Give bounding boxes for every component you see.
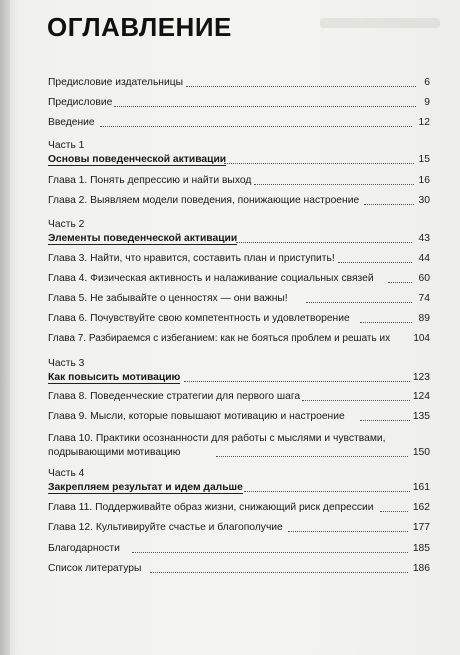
part-title <box>48 154 226 166</box>
dot-leader <box>186 86 416 87</box>
dot-leader <box>380 511 408 512</box>
part-2-label: Часть 2 <box>48 219 85 230</box>
toc-entry-page: 6 <box>424 77 430 88</box>
toc-entry-label: Глава 4. Физическая активность и налаживание социальных связей <box>48 273 374 284</box>
dot-leader <box>254 184 414 185</box>
toc-entry-page: 44 <box>418 253 430 264</box>
toc-entry-page: 89 <box>418 313 430 324</box>
toc-entry-chapter-11[interactable] <box>48 501 430 515</box>
toc-entry-page: 123 <box>412 372 430 383</box>
book-spine-shadow <box>0 0 10 655</box>
dot-leader <box>360 322 412 323</box>
toc-entry-label: Глава 10. Практики осознанности для работы с мыслями и чувствами, подрывающими мотивацию <box>48 433 386 458</box>
dot-leader <box>100 126 412 127</box>
toc-entry-page: 43 <box>418 233 430 244</box>
toc-entry-label: Предисловие <box>48 97 113 108</box>
toc-entry-page: 124 <box>412 391 430 402</box>
dot-leader <box>224 163 414 164</box>
toc-entry-preface[interactable] <box>48 96 430 110</box>
toc-entry-publisher-preface[interactable] <box>48 76 430 90</box>
dot-leader <box>306 302 412 303</box>
toc-entry-page: 12 <box>418 117 430 128</box>
toc-entry-page: 161 <box>412 482 430 493</box>
toc-entry-label: Глава 9. Мысли, которые повышают мотивацию и настроение <box>48 411 345 422</box>
toc-entry-label: Глава 8. Поведенческие стратегии для первого шага <box>48 391 301 402</box>
part-1-label: Часть 1 <box>48 140 85 151</box>
dot-leader <box>216 456 408 457</box>
toc-entry-chapter-3[interactable] <box>48 252 430 266</box>
toc-entry-chapter-6[interactable] <box>48 312 430 326</box>
part-title-text: Закрепляем результат и идем дальше <box>48 482 243 493</box>
toc-entry-chapter-10[interactable] <box>48 432 430 462</box>
part-3-label: Часть 3 <box>48 358 85 369</box>
part-title-text: Основы поведенческой активации <box>48 154 227 165</box>
dot-leader <box>244 491 410 492</box>
toc-entry-acknowledgements[interactable] <box>48 542 430 556</box>
toc-entry-introduction[interactable] <box>48 116 430 130</box>
toc-entry-chapter-9[interactable] <box>48 410 430 424</box>
dot-leader <box>288 531 408 532</box>
toc-entry-label: Глава 5. Не забывайте о ценностях — они важны! <box>48 293 288 304</box>
toc-entry-chapter-8[interactable] <box>48 390 430 404</box>
toc-entry-page: 162 <box>412 502 430 513</box>
toc-entry-chapter-7[interactable] <box>48 332 430 346</box>
dot-leader <box>132 552 408 553</box>
dot-leader <box>302 400 410 401</box>
toc-entry-page: 177 <box>412 522 430 533</box>
toc-entry-label: Глава 2. Выявляем модели поведения, понижающие настроение <box>48 195 360 206</box>
toc-entry-chapter-5[interactable] <box>48 292 430 306</box>
dot-leader <box>360 420 410 421</box>
part-title-text: Элементы поведенческой активации <box>48 233 238 244</box>
dot-leader <box>184 381 410 382</box>
toc-entry-label: Глава 7. Разбираемся с избеганием: как не бояться проблем и решать их <box>48 333 391 344</box>
toc-part-4-title[interactable] <box>48 481 430 495</box>
toc-entry-label: Глава 11. Поддерживайте образ жизни, снижающий риск депрессии <box>48 502 374 513</box>
toc-entry-page: 150 <box>412 447 430 458</box>
toc-entry-label: Список литературы <box>48 563 142 574</box>
toc-entry-page: 15 <box>418 154 430 165</box>
part-title <box>48 233 237 245</box>
show-through-text <box>320 18 440 28</box>
dot-leader <box>364 204 414 205</box>
toc-entry-page: 74 <box>418 293 430 304</box>
part-title <box>48 372 180 384</box>
toc-entry-label: Предисловие издательницы <box>48 77 184 88</box>
dot-leader <box>338 262 412 263</box>
part-4-label: Часть 4 <box>48 468 85 479</box>
toc-entry-chapter-2[interactable] <box>48 194 430 208</box>
part-title-text: Как повысить мотивацию <box>48 372 181 383</box>
toc-entry-page: 185 <box>412 543 430 554</box>
dot-leader <box>114 106 416 107</box>
toc-part-1-title[interactable] <box>48 153 430 167</box>
part-title <box>48 482 243 494</box>
toc-entry-label: Благодарности <box>48 543 120 554</box>
page-title: ОГЛАВЛЕНИЕ <box>47 12 232 42</box>
toc-entry-page: 186 <box>412 563 430 574</box>
toc-entry-chapter-12[interactable] <box>48 521 430 535</box>
dot-leader <box>236 242 412 243</box>
toc-entry-page: 60 <box>418 273 430 284</box>
toc-entry-label: Глава 1. Понять депрессию и найти выход <box>48 175 252 186</box>
toc-entry-page: 104 <box>413 333 430 344</box>
toc-entry-chapter-4[interactable] <box>48 272 430 286</box>
dot-leader <box>150 572 408 573</box>
toc-entry-page: 16 <box>418 175 430 186</box>
toc-part-3-title[interactable] <box>48 371 430 385</box>
toc-part-2-title[interactable] <box>48 232 430 246</box>
toc-entry-page: 9 <box>424 97 430 108</box>
toc-entry-chapter-1[interactable] <box>48 174 430 188</box>
toc-entry-label: Глава 12. Культивируйте счастье и благополучие <box>48 522 283 533</box>
toc-entry-label: Введение <box>48 117 95 128</box>
dot-leader <box>388 282 412 283</box>
toc-entry-page: 30 <box>418 195 430 206</box>
toc-entry-label: Глава 6. Почувствуйте свою компетентность и удовлетворение <box>48 313 350 324</box>
toc-entry-label: Глава 3. Найти, что нравится, составить план и приступить! <box>48 253 335 264</box>
toc-entry-references[interactable] <box>48 562 430 576</box>
toc-entry-page: 135 <box>412 411 430 422</box>
